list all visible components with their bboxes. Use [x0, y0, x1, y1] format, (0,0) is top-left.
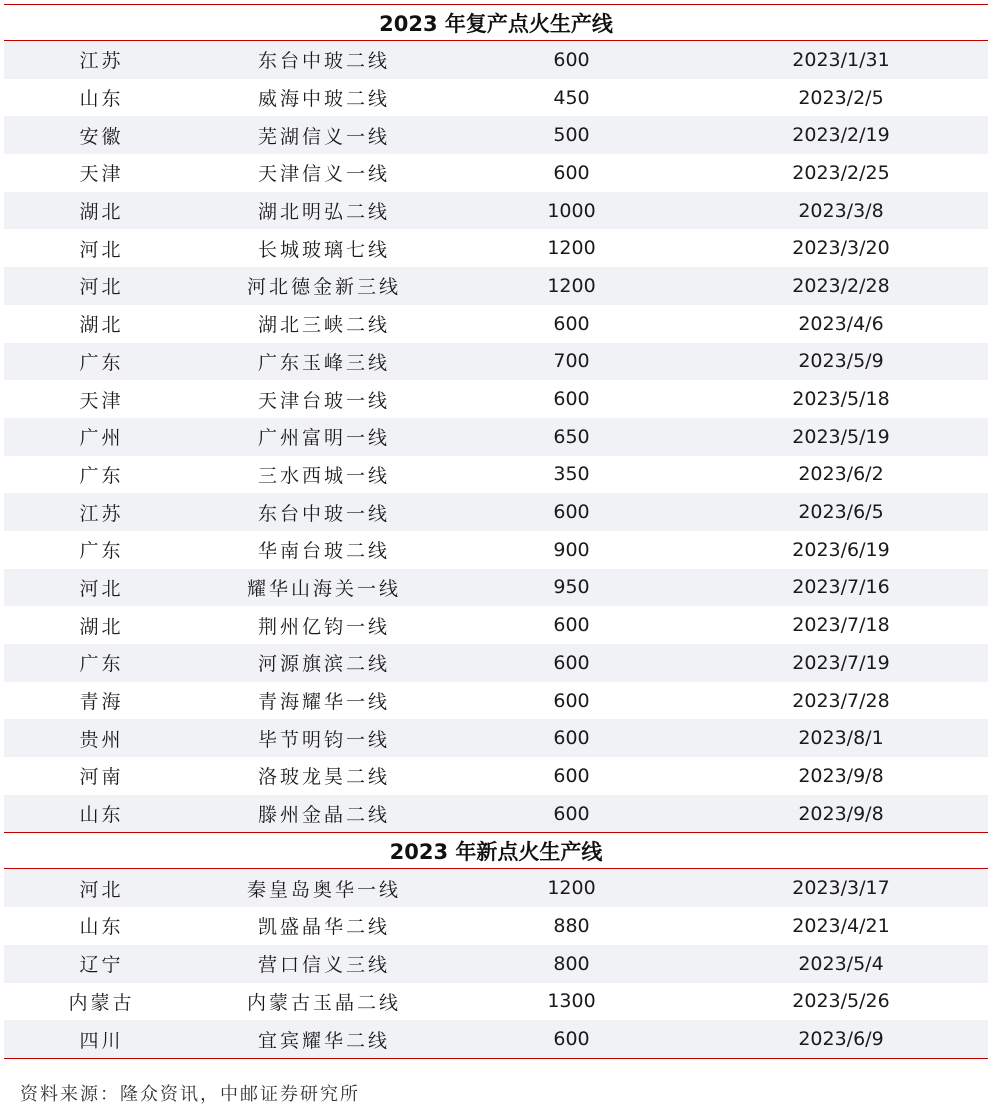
ignition-date-cell: 2023/5/26: [792, 990, 890, 1013]
capacity-cell: 650: [553, 425, 590, 448]
line-name-cell: 秦皇岛奥华一线: [246, 878, 401, 901]
line-name-cell: 毕节明钧一线: [257, 728, 390, 751]
ignition-date-cell: 2023/6/5: [798, 501, 884, 524]
table-row: [4, 983, 988, 1021]
line-name-cell: 河源旗滨二线: [257, 653, 390, 676]
capacity-cell: 600: [553, 727, 590, 750]
province-cell: 江苏: [79, 50, 124, 73]
province-cell: 天津: [79, 389, 124, 412]
table-row: [4, 380, 988, 418]
capacity-cell: 600: [553, 764, 590, 787]
capacity-cell: 700: [553, 350, 590, 373]
ignition-date-cell: 2023/9/8: [798, 764, 884, 787]
table-row: [4, 907, 988, 945]
line-name-cell: 滕州金晶二线: [257, 804, 390, 827]
table-row: [4, 869, 988, 907]
capacity-cell: 880: [553, 914, 590, 937]
province-cell: 广州: [79, 427, 124, 450]
line-name-cell: 华南台玻二线: [257, 540, 390, 563]
province-cell: 广东: [79, 464, 124, 487]
capacity-cell: 600: [553, 651, 590, 674]
capacity-cell: 900: [553, 538, 590, 561]
ignition-date-cell: 2023/3/8: [798, 199, 884, 222]
capacity-cell: 600: [553, 161, 590, 184]
province-cell: 内蒙古: [68, 991, 135, 1014]
province-cell: 山东: [79, 916, 124, 939]
province-cell: 天津: [79, 163, 124, 186]
province-cell: 山东: [79, 804, 124, 827]
line-name-cell: 洛玻龙昊二线: [257, 766, 390, 789]
table-row: [4, 305, 988, 343]
table-row: [4, 644, 988, 682]
province-cell: 广东: [79, 540, 124, 563]
line-name-cell: 河北德金新三线: [246, 276, 401, 299]
province-cell: 青海: [79, 691, 124, 714]
capacity-cell: 450: [553, 86, 590, 109]
table-row: [4, 493, 988, 531]
line-name-cell: 湖北三峡二线: [257, 314, 390, 337]
section-title: 2023 年复产点火生产线: [4, 4, 988, 41]
capacity-cell: 1300: [547, 990, 596, 1013]
province-cell: 江苏: [79, 502, 124, 525]
province-cell: 辽宁: [79, 954, 124, 977]
table-row: [4, 531, 988, 569]
ignition-date-cell: 2023/4/6: [798, 312, 884, 335]
capacity-cell: 600: [553, 802, 590, 825]
table-row: [4, 682, 988, 720]
table-row: [4, 154, 988, 192]
line-name-cell: 荆州亿钧一线: [257, 615, 390, 638]
ignition-date-cell: 2023/2/25: [792, 161, 890, 184]
capacity-cell: 600: [553, 689, 590, 712]
table-row: [4, 606, 988, 644]
ignition-date-cell: 2023/7/28: [792, 689, 890, 712]
line-name-cell: 广东玉峰三线: [257, 351, 390, 374]
province-cell: 河北: [79, 276, 124, 299]
ignition-date-cell: 2023/7/19: [792, 651, 890, 674]
line-name-cell: 湖北明弘二线: [257, 201, 390, 224]
table-row: [4, 192, 988, 230]
line-name-cell: 内蒙古玉晶二线: [246, 991, 401, 1014]
capacity-cell: 1000: [547, 199, 596, 222]
ignition-date-cell: 2023/5/9: [798, 350, 884, 373]
province-cell: 河南: [79, 766, 124, 789]
province-cell: 湖北: [79, 615, 124, 638]
ignition-date-cell: 2023/1/31: [792, 48, 890, 71]
province-cell: 河北: [79, 878, 124, 901]
ignition-date-cell: 2023/6/2: [798, 463, 884, 486]
ignition-date-cell: 2023/3/20: [792, 237, 890, 260]
ignition-date-cell: 2023/2/5: [798, 86, 884, 109]
capacity-cell: 950: [553, 576, 590, 599]
table-row: [4, 267, 988, 305]
capacity-cell: 600: [553, 388, 590, 411]
province-cell: 广东: [79, 653, 124, 676]
table-row: [4, 719, 988, 757]
table-row: [4, 116, 988, 154]
capacity-cell: 600: [553, 1028, 590, 1051]
ignition-date-cell: 2023/2/19: [792, 124, 890, 147]
table-row: [4, 456, 988, 494]
ignition-date-cell: 2023/9/8: [798, 802, 884, 825]
table-row: [4, 795, 988, 833]
line-name-cell: 长城玻璃七线: [257, 238, 390, 261]
line-name-cell: 东台中玻二线: [257, 50, 390, 73]
ignition-date-cell: 2023/6/19: [792, 538, 890, 561]
province-cell: 广东: [79, 351, 124, 374]
table-row: [4, 79, 988, 117]
province-cell: 湖北: [79, 314, 124, 337]
line-name-cell: 天津台玻一线: [257, 389, 390, 412]
capacity-cell: 800: [553, 952, 590, 975]
ignition-date-cell: 2023/7/18: [792, 614, 890, 637]
capacity-cell: 600: [553, 501, 590, 524]
line-name-cell: 三水西城一线: [257, 464, 390, 487]
table-row: [4, 569, 988, 607]
capacity-cell: 500: [553, 124, 590, 147]
capacity-cell: 1200: [547, 237, 596, 260]
ignition-date-cell: 2023/3/17: [792, 877, 890, 900]
table-row: [4, 229, 988, 267]
table-bottom-rule: [4, 1058, 988, 1059]
line-name-cell: 天津信义一线: [257, 163, 390, 186]
table-row: [4, 343, 988, 381]
capacity-cell: 1200: [547, 877, 596, 900]
line-name-cell: 耀华山海关一线: [246, 577, 401, 600]
line-name-cell: 威海中玻二线: [257, 88, 390, 111]
table-row: [4, 757, 988, 795]
glass-production-line-table: [4, 4, 988, 1059]
province-cell: 贵州: [79, 728, 124, 751]
province-cell: 河北: [79, 238, 124, 261]
province-cell: 湖北: [79, 201, 124, 224]
line-name-cell: 东台中玻一线: [257, 502, 390, 525]
capacity-cell: 600: [553, 614, 590, 637]
line-name-cell: 青海耀华一线: [257, 691, 390, 714]
ignition-date-cell: 2023/2/28: [792, 274, 890, 297]
line-name-cell: 芜湖信义一线: [257, 125, 390, 148]
line-name-cell: 凯盛晶华二线: [257, 916, 390, 939]
province-cell: 四川: [79, 1029, 124, 1052]
province-cell: 安徽: [79, 125, 124, 148]
ignition-date-cell: 2023/5/18: [792, 388, 890, 411]
line-name-cell: 营口信义三线: [257, 954, 390, 977]
table-row: [4, 945, 988, 983]
table-row: [4, 418, 988, 456]
ignition-date-cell: 2023/7/16: [792, 576, 890, 599]
ignition-date-cell: 2023/4/21: [792, 914, 890, 937]
ignition-date-cell: 2023/8/1: [798, 727, 884, 750]
line-name-cell: 宜宾耀华二线: [257, 1029, 390, 1052]
line-name-cell: 广州富明一线: [257, 427, 390, 450]
ignition-date-cell: 2023/5/19: [792, 425, 890, 448]
capacity-cell: 600: [553, 48, 590, 71]
capacity-cell: 350: [553, 463, 590, 486]
capacity-cell: 600: [553, 312, 590, 335]
section-title: 2023 年新点火生产线: [4, 832, 988, 869]
source-note: 资料来源：隆众资讯，中邮证券研究所: [20, 1084, 360, 1105]
ignition-date-cell: 2023/5/4: [798, 952, 884, 975]
province-cell: 河北: [79, 577, 124, 600]
capacity-cell: 1200: [547, 274, 596, 297]
province-cell: 山东: [79, 88, 124, 111]
table-row: [4, 1020, 988, 1058]
ignition-date-cell: 2023/6/9: [798, 1028, 884, 1051]
table-row: [4, 41, 988, 79]
